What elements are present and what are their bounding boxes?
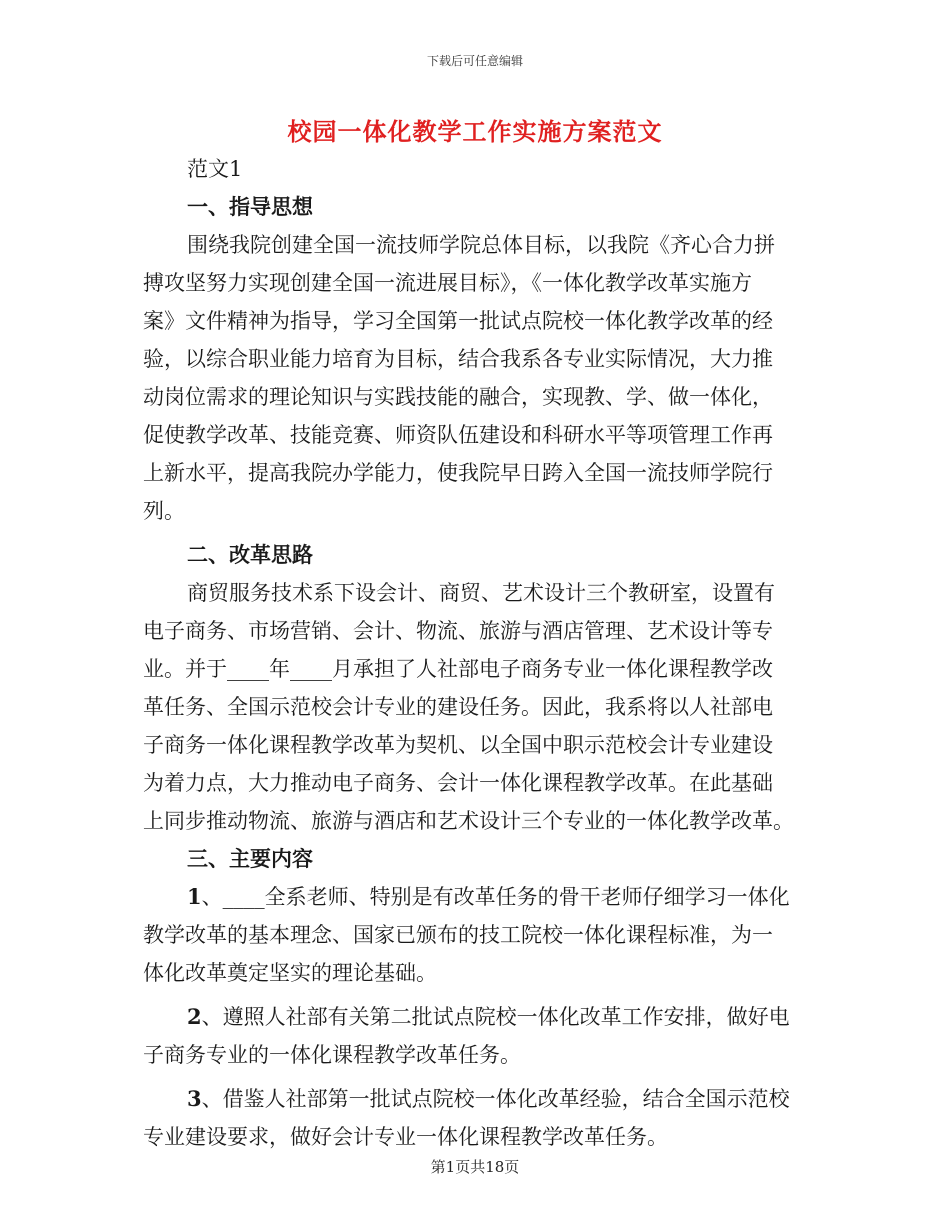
- paragraph-line: 动岗位需求的理论知识与实践技能的融合，实现教、学、做一体化，: [143, 385, 773, 409]
- section-heading-3: 三、主要内容: [187, 846, 313, 871]
- paragraph-line: 搏攻坚努力实现创建全国一流进展目标》，《一体化教学改革实施方: [143, 271, 752, 295]
- list-item-1: [143, 878, 808, 992]
- paragraph-line: 革任务、全国示范校会计专业的建设任务。因此，我系将以人社部电: [143, 695, 773, 719]
- section-heading-2: 二、改革思路: [187, 542, 313, 567]
- item-text: 、借鉴人社部第一批试点院校一体化改革经验，结合全国示范校: [201, 1087, 790, 1111]
- paragraph-line: 子商务专业的一体化课程教学改革任务。: [143, 1043, 521, 1067]
- paragraph-line: 电子商务、市场营销、会计、物流、旅游与酒店管理、艺术设计等专: [143, 619, 773, 643]
- header-note: 下载后可任意编辑: [426, 54, 523, 68]
- item-number: 3: [187, 1086, 202, 1111]
- paragraph-line: 案》文件精神为指导，学习全国第一批试点院校一体化教学改革的经: [143, 309, 773, 333]
- item-text: 、遵照人社部有关第二批试点院校一体化改革工作安排，做好电: [201, 1005, 790, 1029]
- paragraph-line: 验，以综合职业能力培育为目标，结合我系各专业实际情况，大力推: [143, 347, 773, 371]
- page-footer: 第1页共18页: [430, 1158, 520, 1176]
- paragraph-line: 列。: [143, 499, 185, 523]
- item-number: 1: [187, 884, 202, 909]
- paragraph-line: 上新水平，提高我院办学能力，使我院早日跨入全国一流技师学院行: [143, 461, 773, 485]
- paragraph-line: 教学改革的基本理念、国家已颁布的技工院校一体化课程标准，为一: [143, 923, 773, 947]
- subtitle: 范文1: [187, 157, 243, 181]
- list-item-3: [143, 1080, 808, 1156]
- paragraph-line: 为着力点，大力推动电子商务、会计一体化课程教学改革。在此基础: [143, 771, 773, 795]
- paragraph-line: [143, 878, 808, 916]
- paragraph-line: 业。并于____年____月承担了人社部电子商务专业一体化课程教学改: [143, 657, 773, 681]
- section-2-paragraph: [143, 574, 808, 840]
- paragraph-line: 围绕我院创建全国一流技师学院总体目标，以我院《齐心合力拼: [187, 233, 775, 257]
- list-item-2: [143, 998, 808, 1074]
- document-title: 校园一体化教学工作实施方案范文: [287, 117, 663, 146]
- paragraph-line: 子商务一体化课程教学改革为契机、以全国中职示范校会计专业建设: [143, 733, 773, 757]
- paragraph-line: 体化改革奠定坚实的理论基础。: [143, 961, 437, 985]
- item-text: 、____全系老师、特别是有改革任务的骨干老师仔细学习一体化: [201, 885, 790, 909]
- section-heading-1: 一、指导思想: [187, 194, 313, 219]
- paragraph-line: 促使教学改革、技能竞赛、师资队伍建设和科研水平等项管理工作再: [143, 423, 773, 447]
- paragraph-line: 专业建设要求，做好会计专业一体化课程教学改革任务。: [143, 1125, 668, 1149]
- section-1-paragraph: [143, 226, 808, 530]
- item-number: 2: [187, 1004, 202, 1029]
- document-body: [143, 150, 808, 1156]
- paragraph-line: [143, 1080, 808, 1118]
- paragraph-line: 商贸服务技术系下设会计、商贸、艺术设计三个教研室，设置有: [187, 581, 775, 605]
- paragraph-line: 上同步推动物流、旅游与酒店和艺术设计三个专业的一体化教学改革。: [143, 809, 794, 833]
- paragraph-line: [143, 998, 808, 1036]
